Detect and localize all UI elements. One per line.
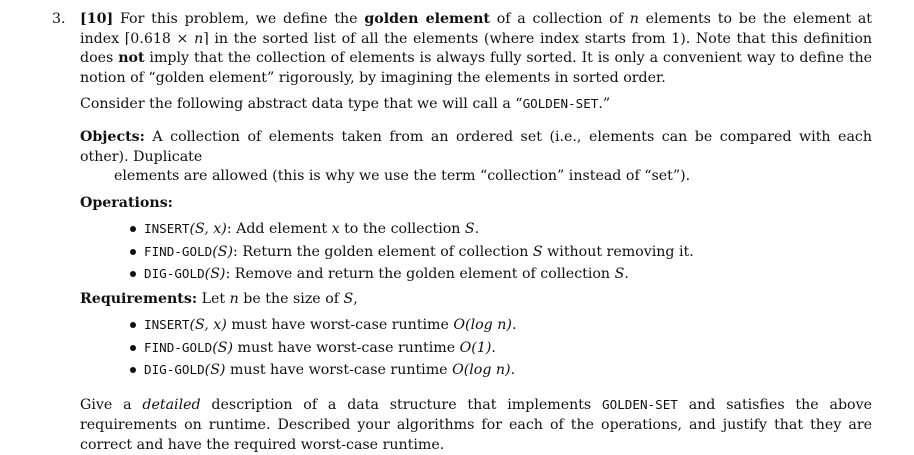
problem-number: 3. [52, 11, 66, 27]
operations-list [80, 218, 872, 285]
list-item: DIG-GOLD(S) must have worst-case runtime O(log n). [130, 359, 872, 381]
list-item: INSERT(S, x) must have worst-case runtime O(log n). [130, 314, 872, 336]
consider-paragraph: Consider the following abstract data type that we will call a “GOLDEN-SET.” [80, 96, 611, 113]
requirements-paragraph: Requirements: Let n be the size of S, [80, 290, 358, 307]
detailed-emphasis: detailed [142, 397, 201, 414]
problem-intro [52, 10, 872, 455]
objects-section: Objects: A collection of elements taken from an ordered set (i.e., elements can be compared with each other). Duplicate elements are allowed (this is why we use the term “collection” instead of “set”). [80, 128, 872, 185]
bullet-icon [130, 249, 136, 255]
bullet-icon [130, 367, 136, 373]
bullet-icon [130, 226, 136, 232]
list-item: INSERT(S, x): Add element x to the collection S. [130, 218, 872, 240]
adt-name: GOLDEN-SET [602, 397, 678, 413]
give-paragraph: Give a detailed description of a data structure that implements GOLDEN-SET and satisfies the above requirements on runtime. Described your algorithms for each of the operations, and justify that they are correct and have the required worst-case runtime. [80, 397, 872, 453]
list-item: FIND-GOLD(S) must have worst-case runtime O(1). [130, 337, 872, 359]
bullet-icon [130, 345, 136, 351]
requirements-label: Requirements: [80, 290, 198, 307]
bullet-icon [130, 322, 136, 328]
list-item: FIND-GOLD(S): Return the golden element of collection S without removing it. [130, 241, 872, 263]
operations-label: Operations: [80, 194, 173, 211]
objects-label: Objects: [80, 128, 145, 145]
problem-3 [52, 10, 872, 455]
golden-element-term: golden element [364, 11, 490, 27]
intro-paragraph: [10] For this problem, we define the golden element of a collection of n elements to be the element at index ⌈0.618 × n⌉ in the sorted list of all the elements (where index starts from 1). Note that this definition does not imply that the collection of elements is always fully sorted. It is only a convenient way to define the notion of “golden element” rigorously, by imagining the elements in sorted order. [80, 11, 873, 86]
bullet-icon [130, 271, 136, 277]
list-item: DIG-GOLD(S): Remove and return the golden element of collection S. [130, 263, 872, 285]
not-emphasis: not [118, 50, 145, 67]
adt-name: GOLDEN-SET [522, 96, 599, 112]
points-label: [10] [80, 11, 114, 27]
requirements-list [80, 314, 872, 381]
